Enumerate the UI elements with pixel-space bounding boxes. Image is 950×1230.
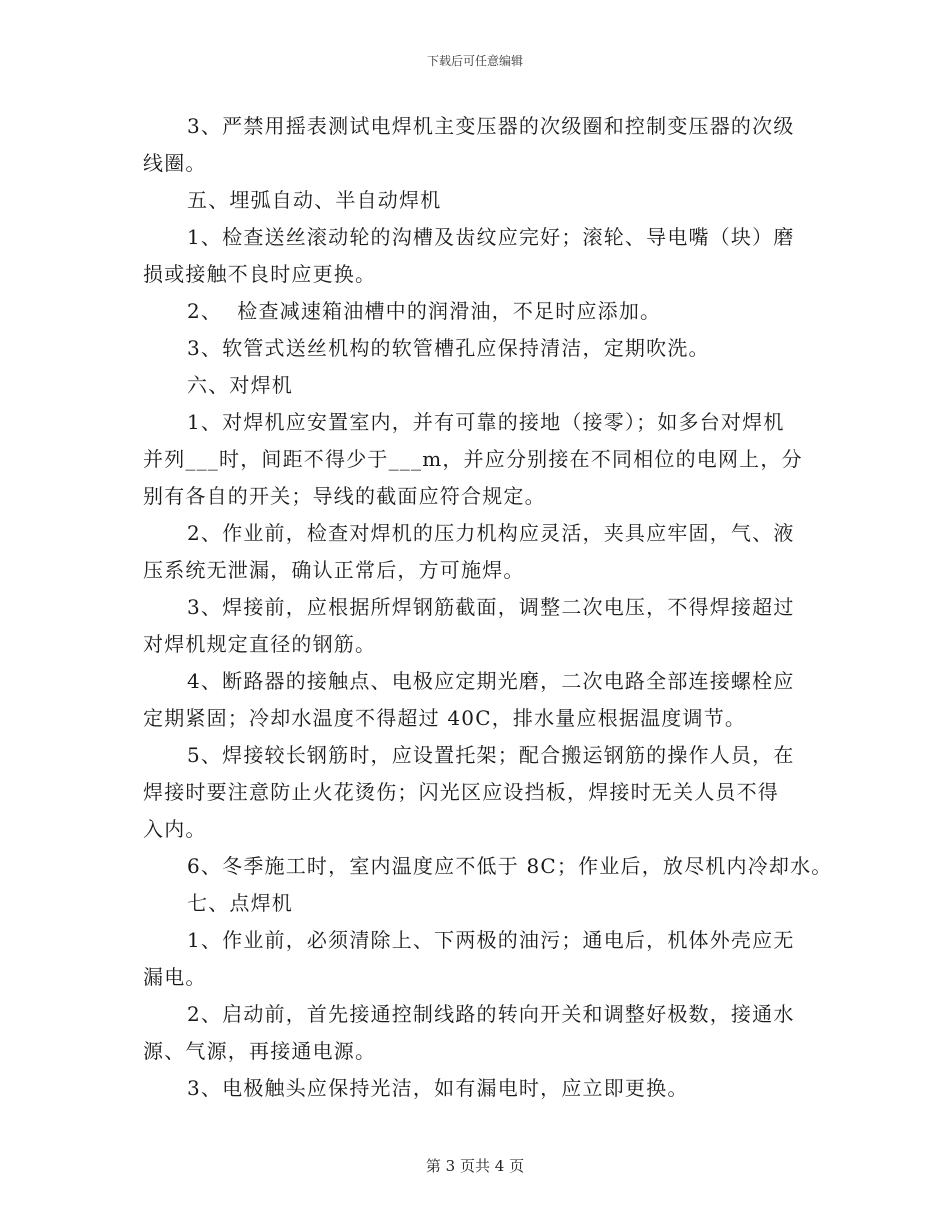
- text-line: 3、软管式送丝机构的软管槽孔应保持清洁，定期吹洗。: [187, 336, 710, 360]
- text-line: 2、作业前，检查对焊机的压力机构应灵活，夹具应牢固，气、液: [187, 521, 795, 545]
- text-line: 损或接触不良时应更换。: [143, 262, 377, 286]
- text-line: 入内。: [143, 817, 207, 841]
- text-line: 焊接时要注意防止火花烫伤；闪光区应设挡板，焊接时无关人员不得: [143, 780, 779, 804]
- text-line: 对焊机规定直径的钢筋。: [143, 632, 377, 656]
- text-line: 定期紧固；冷却水温度不得超过 40C，排水量应根据温度调节。: [143, 706, 747, 730]
- text-line: 3、电极触头应保持光洁，如有漏电时，应立即更换。: [187, 1076, 689, 1100]
- page-header: 下载后可任意编辑: [426, 54, 523, 68]
- text-line: 线圈。: [143, 151, 207, 175]
- text-line: 1、对焊机应安置室内，并有可靠的接地（接零）；如多台对焊机: [187, 410, 785, 434]
- text-line: 1、作业前，必须清除上、下两极的油污；通电后，机体外壳应无: [187, 928, 795, 952]
- text-line: 5、焊接较长钢筋时，应设置托架；配合搬运钢筋的操作人员，在: [187, 743, 795, 767]
- text-line: 2、启动前，首先接通控制线路的转向开关和调整好极数，接通水: [187, 1002, 795, 1026]
- text-line: 3、严禁用摇表测试电焊机主变压器的次级圈和控制变压器的次级: [187, 114, 795, 138]
- section-heading: 七、点焊机: [187, 891, 293, 915]
- text-line: 并列___时，间距不得少于___m，并应分别接在不同相位的电网上，分: [143, 447, 803, 471]
- section-heading: 六、对焊机: [187, 373, 293, 397]
- text-line: 6、冬季施工时，室内温度应不低于 8C；作业后，放尽机内冷却水。: [187, 854, 833, 878]
- text-line: 4、断路器的接触点、电极应定期光磨，二次电路全部连接螺栓应: [187, 669, 795, 693]
- section-heading: 五、埋弧自动、半自动焊机: [187, 188, 442, 212]
- text-line: 3、焊接前，应根据所焊钢筋截面，调整二次电压，不得焊接超过: [187, 595, 795, 619]
- text-line: 1、检查送丝滚动轮的沟槽及齿纹应完好；滚轮、导电嘴（块）磨: [187, 225, 795, 249]
- text-line: 别有各自的开关；导线的截面应符合规定。: [143, 484, 546, 508]
- text-line: 源、气源，再接通电源。: [143, 1039, 377, 1063]
- document-body: [143, 108, 833, 1107]
- text-line: 漏电。: [143, 965, 207, 989]
- text-line: 压系统无泄漏，确认正常后，方可施焊。: [143, 558, 525, 582]
- text-line: 2、 检查减速箱油槽中的润滑油，不足时应添加。: [187, 299, 662, 323]
- page-footer: 第 3 页共 4 页: [425, 1157, 525, 1175]
